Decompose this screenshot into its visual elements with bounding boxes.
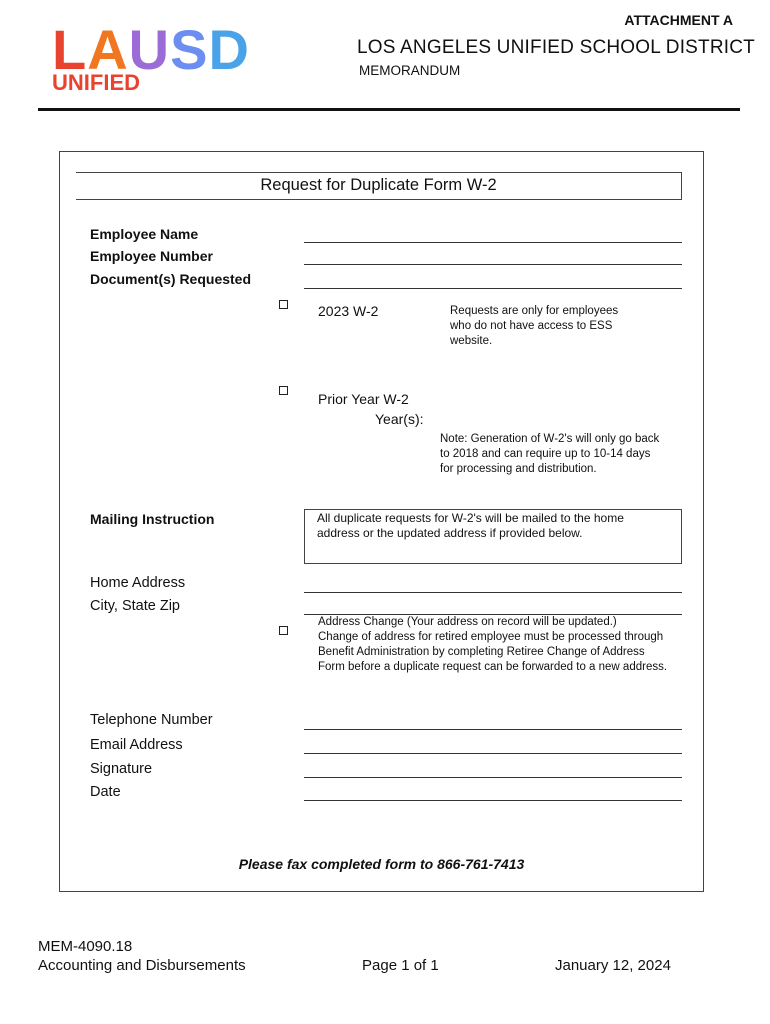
employee-name-field[interactable] <box>304 242 682 243</box>
current-w2-note: Requests are only for employees who do not have access to ESS website. <box>450 305 619 347</box>
prior-year-note: Note: Generation of W-2's will only go back to 2018 and can require up to 10-14 days for processing and distribution. <box>440 433 660 475</box>
prior-year-w2-label: Prior Year W-2 <box>318 391 409 407</box>
email-field[interactable] <box>304 753 682 754</box>
address-change-note: Change of address for retired employee must be processed through Benefit Administration by completing Retiree Change of Address Form before a duplicate request can be forwarded to a new address. <box>318 631 668 673</box>
signature-label: Signature <box>90 761 153 777</box>
employee-number-field[interactable] <box>304 264 682 265</box>
current-w2-checkbox[interactable] <box>279 300 288 309</box>
email-label: Email Address <box>90 737 183 753</box>
footer-date: January 12, 2024 <box>555 957 671 974</box>
mailing-note: All duplicate requests for W-2's will be mailed to the home address or the updated address if provided below. <box>317 511 624 540</box>
fax-instruction: Please fax completed form to 866-761-7413 <box>238 856 525 872</box>
home-address-field[interactable] <box>304 592 682 593</box>
employee-name-label: Employee Name <box>90 226 199 242</box>
logo-wordmark: LAUSD <box>52 18 250 81</box>
memorandum-label: MEMORANDUM <box>359 63 461 78</box>
mailing-instruction-label: Mailing Instruction <box>90 511 215 527</box>
form-number: MEM-4090.18 <box>38 938 133 955</box>
date-label: Date <box>90 784 121 800</box>
logo-subtitle: UNIFIED <box>52 70 140 95</box>
prior-year-w2-checkbox[interactable] <box>279 386 288 395</box>
form-title: Request for Duplicate Form W-2 <box>260 176 497 194</box>
attachment-label: ATTACHMENT A <box>624 12 733 28</box>
address-change-checkbox[interactable] <box>279 626 288 635</box>
address-change-note-title: Address Change (Your address on record will be updated.) <box>318 616 617 628</box>
page-number: Page 1 of 1 <box>362 957 439 974</box>
current-w2-label: 2023 W-2 <box>318 303 379 319</box>
telephone-field[interactable] <box>304 729 682 730</box>
district-name: LOS ANGELES UNIFIED SCHOOL DISTRICT <box>357 37 755 58</box>
lausd-logo <box>52 18 267 95</box>
city-state-zip-label: City, State Zip <box>90 598 180 614</box>
telephone-label: Telephone Number <box>90 712 213 728</box>
signature-field[interactable] <box>304 777 682 778</box>
documents-requested-label: Document(s) Requested <box>90 271 252 287</box>
employee-number-label: Employee Number <box>90 248 213 264</box>
documents-requested-field[interactable] <box>304 288 682 289</box>
date-field[interactable] <box>304 800 682 801</box>
header-divider <box>38 108 740 111</box>
years-label: Year(s): <box>375 411 424 427</box>
department: Accounting and Disbursements <box>38 957 246 974</box>
home-address-label: Home Address <box>90 575 186 591</box>
